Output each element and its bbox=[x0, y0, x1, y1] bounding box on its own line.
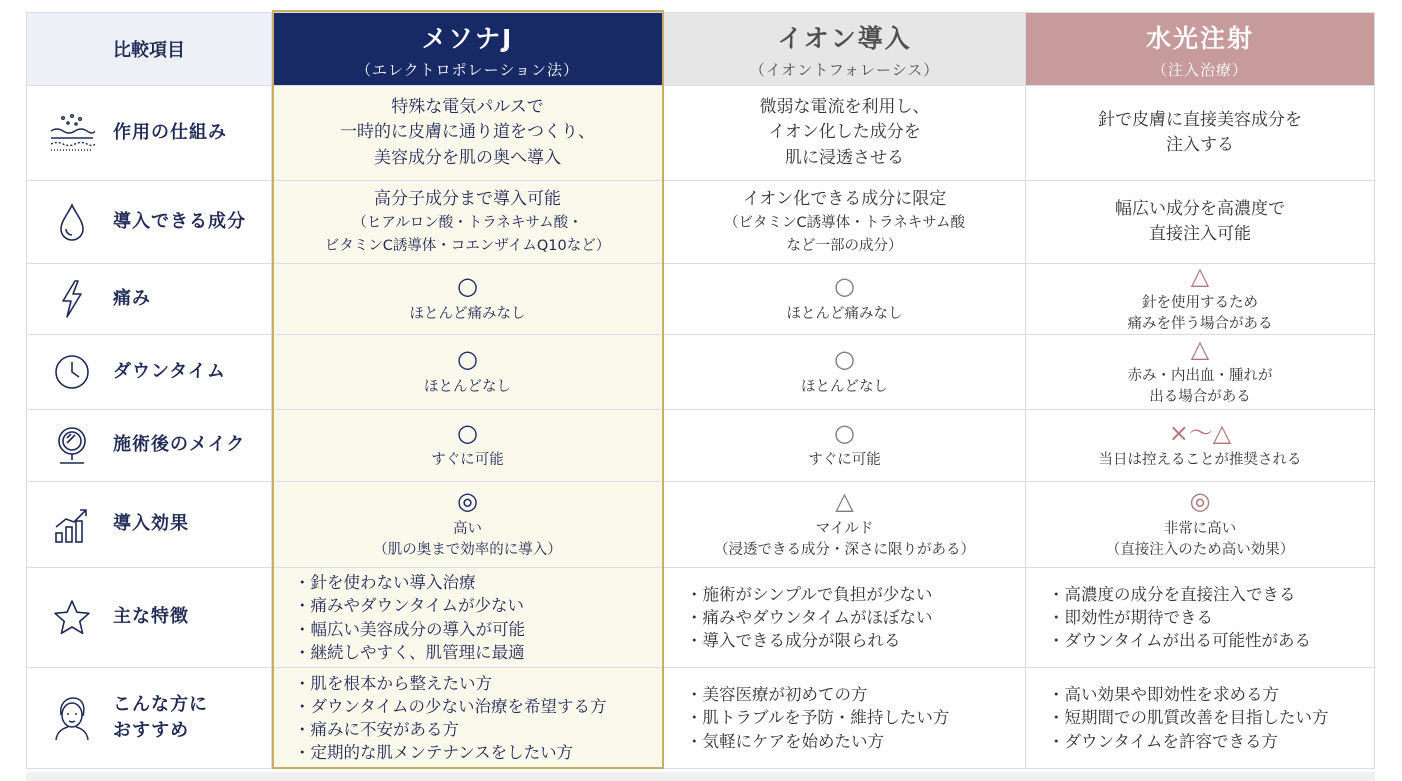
ingredients-b-sub-2: など一部の成分） bbox=[786, 237, 903, 254]
list-item: ・肌を根本から整えたい方 bbox=[294, 673, 492, 693]
lightning-icon bbox=[49, 276, 95, 322]
effect-b-text-2: （浸透できる成分・深さに限りがある） bbox=[714, 541, 975, 558]
pain-c-text-2: 痛みを伴う場合がある bbox=[1127, 316, 1273, 333]
mechanism-a-line-3: 美容成分を肌の奥へ導入 bbox=[374, 147, 561, 168]
ingredients-a-sub-1: （ヒアルロン酸・トラネキサム酸・ bbox=[352, 215, 583, 232]
droplet-icon bbox=[49, 199, 95, 245]
downtime-a-text: ほとんどなし bbox=[424, 378, 511, 395]
list-item: ・美容医療が初めての方 bbox=[686, 685, 868, 705]
mechanism-a-line-1: 特殊な電気パルスで bbox=[391, 96, 544, 117]
list-item: ・肌トラブルを予防・維持したい方 bbox=[686, 708, 950, 728]
mechanism-suiko bbox=[1026, 86, 1375, 181]
recommended-suiko bbox=[1026, 668, 1375, 769]
effect-a-text-2: （肌の奥まで効率的に導入） bbox=[373, 541, 562, 558]
mechanism-b-line-1: 微弱な電流を利用し、 bbox=[759, 96, 930, 117]
row-label-text: こんな方に おすすめ bbox=[113, 693, 208, 741]
bottom-bar bbox=[26, 772, 1375, 781]
recommended-mesona-j bbox=[272, 668, 664, 769]
makeup-mesona-j bbox=[272, 410, 664, 482]
list-item: ・施術がシンプルで負担が少ない bbox=[686, 584, 933, 604]
pain-ion bbox=[664, 264, 1026, 335]
row-label-features bbox=[26, 568, 272, 668]
pain-suiko bbox=[1026, 261, 1375, 335]
ingredients-suiko bbox=[1026, 181, 1375, 264]
effect-ion bbox=[664, 482, 1026, 568]
list-item: ・痛みやダウンタイムが少ない bbox=[294, 596, 525, 616]
row-label-text: 施術後のメイク bbox=[113, 434, 246, 456]
effect-a-text-1: 高い bbox=[453, 520, 482, 537]
header-label: 比較項目 bbox=[113, 40, 185, 61]
ingredients-a-main: 高分子成分まで導入可能 bbox=[374, 188, 561, 209]
list-item: ・ダウンタイムを許容できる方 bbox=[1048, 731, 1279, 751]
makeup-c-symbol: ×〜△ bbox=[1168, 418, 1232, 447]
makeup-a-text: すぐに可能 bbox=[431, 452, 504, 469]
list-item: ・導入できる成分が限られる bbox=[686, 631, 901, 651]
mechanism-mesona-j bbox=[272, 86, 664, 181]
row-label-text: 作用の仕組み bbox=[113, 121, 227, 143]
features-suiko bbox=[1026, 568, 1375, 668]
effect-c-text-1: 非常に高い bbox=[1163, 520, 1237, 537]
pain-c-text-1: 針を使用するため bbox=[1142, 295, 1258, 312]
list-item: ・針を使わない導入治療 bbox=[294, 573, 476, 593]
effect-b-symbol: △ bbox=[835, 487, 854, 516]
list-item: ・継続しやすく、肌管理に最適 bbox=[294, 642, 525, 662]
recommended-a-list bbox=[272, 672, 663, 764]
effect-mesona-j bbox=[272, 482, 664, 568]
comparison-table bbox=[26, 12, 1375, 769]
downtime-c-symbol: △ bbox=[1190, 334, 1210, 363]
list-item: ・痛みやダウンタイムがほぼない bbox=[686, 607, 933, 627]
row-label-text: 主な特徴 bbox=[113, 606, 189, 628]
mechanism-b-line-2: イオン化した成分を bbox=[768, 122, 921, 143]
row-label-mechanism bbox=[26, 86, 272, 181]
list-item: ・定期的な肌メンテナンスをしたい方 bbox=[294, 743, 574, 763]
recommended-ion bbox=[664, 668, 1026, 769]
header-ion-subtitle: （イオントフォレーシス） bbox=[749, 60, 940, 79]
ingredients-b-main: イオン化できる成分に限定 bbox=[742, 188, 947, 209]
downtime-ion bbox=[664, 335, 1026, 410]
makeup-b-symbol: ○ bbox=[834, 418, 855, 447]
row-label-downtime bbox=[26, 335, 272, 410]
header-suiko-subtitle: （注入治療） bbox=[1151, 60, 1248, 79]
downtime-c-text-2: 出る場合がある bbox=[1149, 389, 1251, 406]
mirror-icon bbox=[49, 423, 95, 469]
recommended-b-list bbox=[664, 683, 1025, 752]
makeup-a-symbol: ○ bbox=[457, 418, 478, 447]
makeup-c-text: 当日は控えることが推奨される bbox=[1098, 452, 1302, 469]
ingredients-ion bbox=[664, 181, 1026, 264]
mechanism-c-line-1: 針で皮膚に直接美容成分を bbox=[1098, 109, 1302, 130]
row-label-text: ダウンタイム bbox=[113, 360, 226, 382]
effect-b-text-1: マイルド bbox=[815, 520, 874, 537]
person-icon bbox=[49, 695, 95, 741]
ingredients-mesona-j bbox=[272, 181, 664, 264]
downtime-c-text-1: 赤み・内出血・腫れが bbox=[1127, 368, 1273, 385]
ingredients-c-line-1: 幅広い成分を高濃度で bbox=[1115, 198, 1285, 219]
makeup-b-text: すぐに可能 bbox=[808, 452, 881, 469]
list-item: ・幅広い美容成分の導入が可能 bbox=[294, 619, 525, 639]
effect-a-symbol: ◎ bbox=[457, 487, 478, 516]
makeup-ion bbox=[664, 410, 1026, 482]
ingredients-a-sub-2: ビタミンC誘導体・コエンザイムQ10など） bbox=[324, 237, 611, 254]
row-label-text: 導入効果 bbox=[113, 513, 189, 535]
ingredients-c-line-2: 直接注入可能 bbox=[1149, 224, 1251, 244]
row-label-text: 導入できる成分 bbox=[113, 210, 246, 232]
pain-b-symbol: ○ bbox=[834, 272, 855, 301]
row-label-ingredients bbox=[26, 181, 272, 264]
effect-suiko bbox=[1026, 482, 1375, 568]
skin-layer-icon bbox=[49, 110, 95, 156]
ingredients-b-sub-1: （ビタミンC誘導体・トラネキサム酸 bbox=[724, 215, 965, 232]
header-label-cell bbox=[26, 12, 272, 86]
row-label-effect bbox=[26, 482, 272, 568]
row-label-recommended bbox=[26, 668, 272, 769]
row-label-pain bbox=[26, 264, 272, 335]
list-item: ・痛みに不安がある方 bbox=[294, 720, 459, 739]
row-label-text: 痛み bbox=[113, 287, 151, 309]
mechanism-c-line-2: 注入する bbox=[1166, 135, 1234, 155]
mechanism-b-line-3: 肌に浸透させる bbox=[785, 147, 904, 168]
downtime-a-symbol: ○ bbox=[457, 345, 478, 374]
header-ion-title: イオン導入 bbox=[777, 23, 912, 53]
features-b-list bbox=[664, 583, 1025, 652]
bar-chart-icon bbox=[49, 502, 95, 548]
downtime-suiko bbox=[1026, 335, 1375, 410]
downtime-mesona-j bbox=[272, 335, 664, 410]
header-suiko bbox=[1026, 12, 1375, 86]
pain-a-text: ほとんど痛みなし bbox=[409, 305, 526, 322]
features-mesona-j bbox=[272, 568, 664, 668]
comparison-grid bbox=[26, 12, 1375, 769]
header-mesona-j bbox=[272, 12, 664, 86]
header-ion bbox=[664, 12, 1026, 86]
list-item: ・短期間での肌質改善を目指したい方 bbox=[1048, 708, 1329, 728]
header-mesona-j-title: メソナJ bbox=[421, 23, 514, 53]
pain-c-symbol: △ bbox=[1190, 261, 1210, 290]
pain-a-symbol: ○ bbox=[457, 272, 478, 301]
list-item: ・気軽にケアを始めたい方 bbox=[686, 731, 884, 751]
header-mesona-j-subtitle: （エレクトロポレーション法） bbox=[355, 60, 580, 79]
header-suiko-title: 水光注射 bbox=[1145, 23, 1254, 53]
downtime-b-text: ほとんどなし bbox=[801, 378, 888, 395]
pain-b-text: ほとんど痛みなし bbox=[786, 305, 903, 322]
clock-icon bbox=[49, 349, 95, 395]
effect-c-symbol: ◎ bbox=[1189, 487, 1211, 516]
recommended-c-list bbox=[1026, 683, 1374, 752]
features-ion bbox=[664, 568, 1026, 668]
pain-mesona-j bbox=[272, 264, 664, 335]
star-icon bbox=[49, 595, 95, 641]
makeup-suiko bbox=[1026, 410, 1375, 482]
features-c-list bbox=[1026, 583, 1374, 652]
list-item: ・高い効果や即効性を求める方 bbox=[1048, 685, 1279, 705]
mechanism-a-line-2: 一時的に皮膚に通り道をつくり、 bbox=[340, 122, 595, 143]
effect-c-text-2: （直接注入のため高い効果） bbox=[1105, 541, 1295, 558]
list-item: ・ダウンタイムの少ない治療を希望する方 bbox=[294, 696, 607, 716]
downtime-b-symbol: ○ bbox=[834, 345, 855, 374]
features-a-list bbox=[272, 571, 663, 663]
list-item: ・ダウンタイムが出る可能性がある bbox=[1048, 631, 1312, 651]
mechanism-ion bbox=[664, 86, 1026, 181]
list-item: ・高濃度の成分を直接注入できる bbox=[1048, 584, 1296, 604]
list-item: ・即効性が期待できる bbox=[1048, 607, 1213, 627]
row-label-makeup bbox=[26, 410, 272, 482]
